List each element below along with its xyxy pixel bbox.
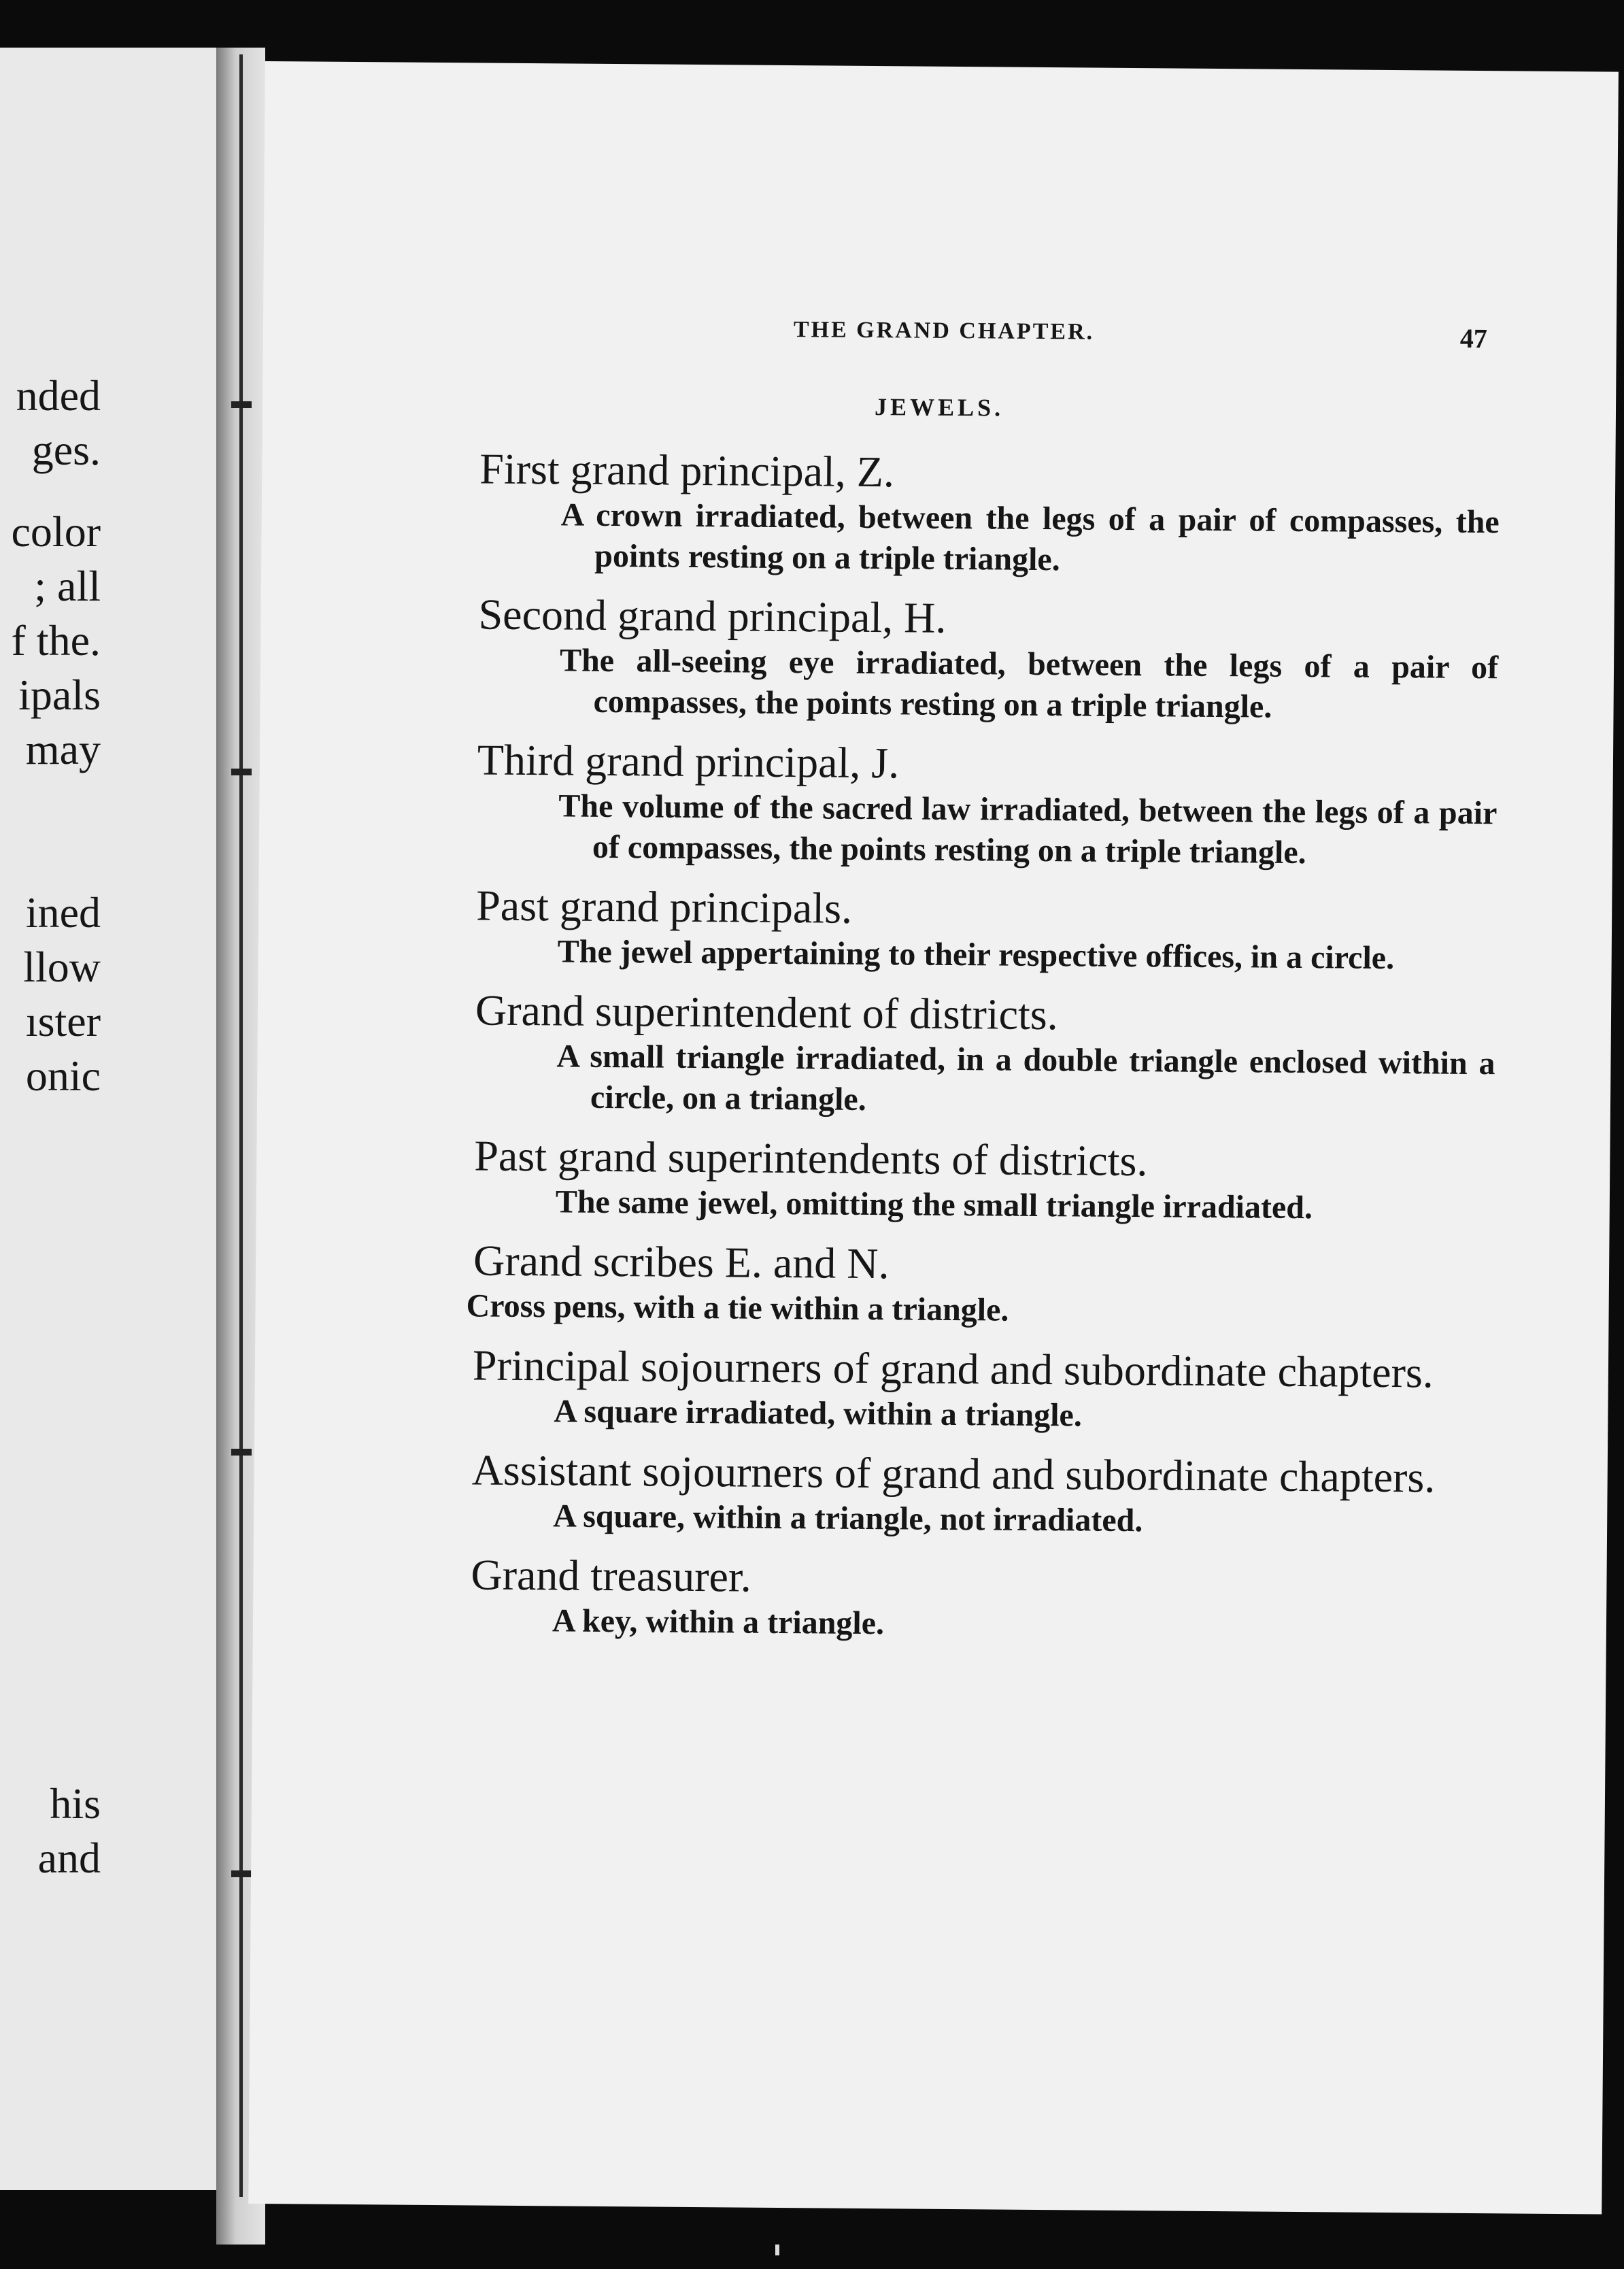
left-page-text: nded <box>16 371 101 420</box>
left-page-text: onic <box>25 1052 101 1100</box>
entry-description: The same jewel, omitting the small triangle irradiated. <box>555 1183 1313 1226</box>
binding-stitch <box>231 1449 252 1456</box>
list-item <box>381 879 1497 979</box>
entry-title: Grand treasurer. <box>471 1550 752 1601</box>
left-page-text: and <box>37 1834 101 1882</box>
list-item <box>376 1444 1492 1544</box>
entry-title: Assistant sojourners of grand and subordinate chapters. <box>471 1445 1436 1502</box>
entry-description: A crown irradiated, between the legs of a pair of compasses, the points resting on a triple triangle. <box>560 497 1500 578</box>
entry-title: Principal sojourners of grand and subordinate chapters. <box>472 1341 1434 1397</box>
section-title: JEWELS. <box>874 393 1004 422</box>
entry-description: The all-seeing eye irradiated, between the legs of a pair of compasses, the points resting on a triple triangle. <box>559 642 1499 725</box>
left-page-text: may <box>25 725 101 773</box>
entry-description: A square irradiated, within a triangle. <box>554 1393 1083 1434</box>
binding-stitch <box>231 1870 252 1877</box>
entry-title: Grand superintendent of districts. <box>475 986 1058 1039</box>
book-page <box>248 61 1619 2215</box>
list-item <box>379 1130 1495 1230</box>
left-page-text: f the. <box>11 616 101 665</box>
left-page-text: ıster <box>25 997 101 1045</box>
page-number: 47 <box>1459 322 1488 354</box>
entry-description: A key, within a triangle. <box>552 1602 885 1642</box>
entry-title: Past grand principals. <box>475 881 853 932</box>
binding-stitch <box>231 769 252 775</box>
left-page-fragment <box>0 48 222 2190</box>
left-page-text: ges. <box>31 426 101 474</box>
entry-title: Second grand principal, H. <box>478 590 947 642</box>
list-item <box>377 1234 1493 1334</box>
list-item <box>375 1549 1491 1649</box>
left-page-text: ipals <box>18 671 101 719</box>
left-page-text: ; all <box>34 562 101 610</box>
entry-title: Third grand principal, J. <box>477 735 900 788</box>
page-edge-mark <box>775 2245 779 2255</box>
entry-description: A small triangle irradiated, in a double triangle enclosed within a circle, on a triangle. <box>556 1038 1495 1117</box>
left-page-text: ined <box>25 888 101 937</box>
binding-stitch <box>231 401 252 408</box>
list-item <box>379 984 1495 1125</box>
left-page-text: his <box>50 1779 101 1828</box>
entry-title: First grand principal, Z. <box>479 444 895 497</box>
entry-description: The volume of the sacred law irradiated, between the legs of a pair of compasses, the points resting on a triple triangle. <box>558 788 1498 871</box>
list-item <box>377 1339 1493 1439</box>
entry-title: Past grand superintendents of districts. <box>474 1131 1148 1186</box>
entry-title: Grand scribes E. and N. <box>473 1236 890 1288</box>
jewels-list <box>375 443 1500 1662</box>
entry-description: The jewel appertaining to their respective offices, in a circle. <box>557 933 1395 977</box>
running-head: THE GRAND CHAPTER. <box>793 317 1095 345</box>
left-page-text: color <box>11 507 101 556</box>
list-item <box>382 588 1498 729</box>
left-page-text: llow <box>23 943 101 991</box>
list-item <box>384 443 1500 584</box>
entry-description: A square, within a triangle, not irradiated. <box>553 1498 1143 1539</box>
entry-description: Cross pens, with a tie within a triangle. <box>466 1288 1009 1328</box>
list-item <box>382 734 1498 875</box>
